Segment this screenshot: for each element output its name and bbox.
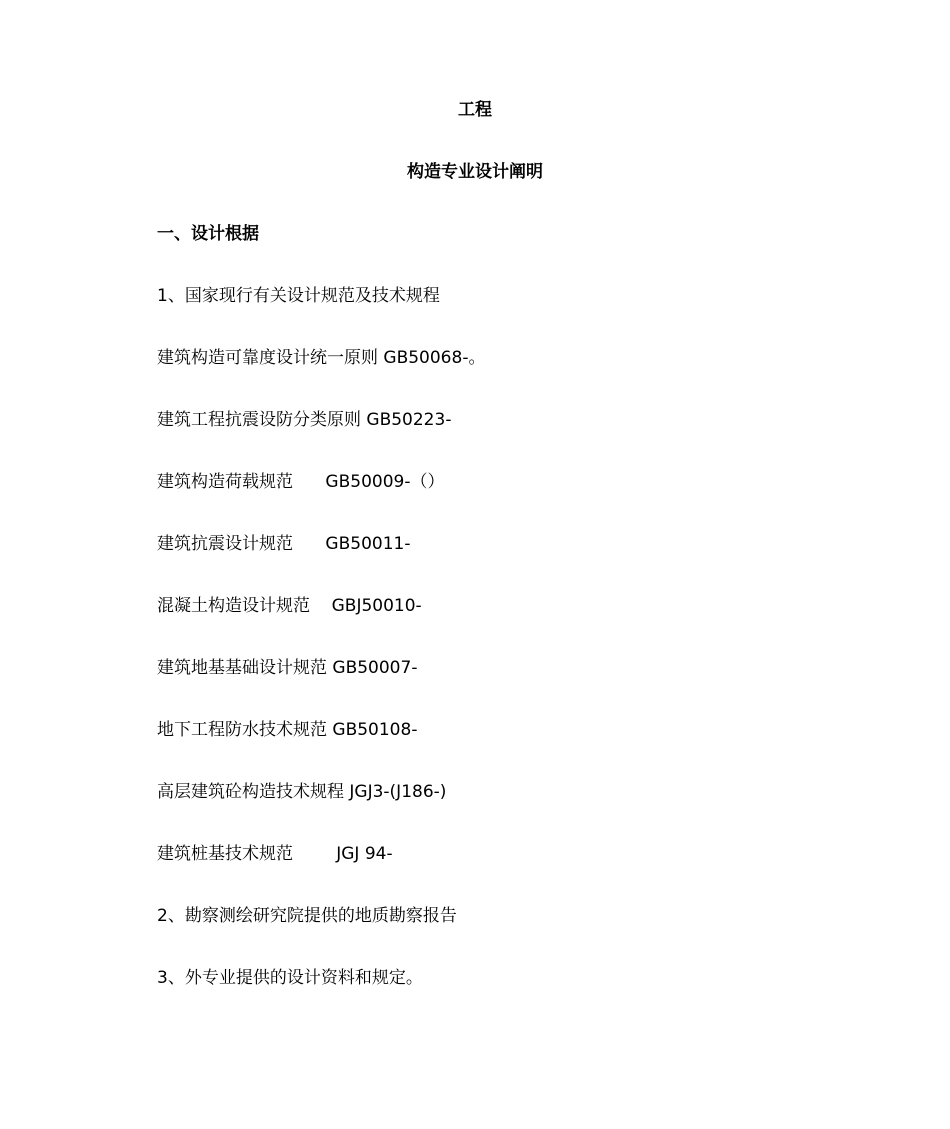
list-item: 建筑构造荷载规范 GB50009-（）: [157, 472, 445, 492]
list-item: 地下工程防水技术规范 GB50108-: [157, 720, 418, 740]
list-item: 建筑抗震设计规范 GB50011-: [157, 534, 411, 554]
list-item: 2、勘察测绘研究院提供的地质勘察报告: [157, 906, 457, 926]
section-heading: 一、设计根据: [157, 224, 259, 244]
list-item: 建筑工程抗震设防分类原则 GB50223-: [157, 410, 452, 430]
list-item: 建筑桩基技术规范 JGJ 94-: [157, 844, 393, 864]
list-item: 建筑构造可靠度设计统一原则 GB50068-。: [157, 348, 486, 368]
list-item: 建筑地基基础设计规范 GB50007-: [157, 658, 418, 678]
document-title: 工程: [458, 100, 492, 120]
list-item: 3、外专业提供的设计资料和规定。: [157, 968, 423, 988]
list-item: 1、国家现行有关设计规范及技术规程: [157, 286, 440, 306]
document-subtitle: 构造专业设计阐明: [407, 162, 543, 182]
list-item: 高层建筑砼构造技术规程 JGJ3-(J186-): [157, 782, 447, 802]
list-item: 混凝土构造设计规范 GBJ50010-: [157, 596, 422, 616]
